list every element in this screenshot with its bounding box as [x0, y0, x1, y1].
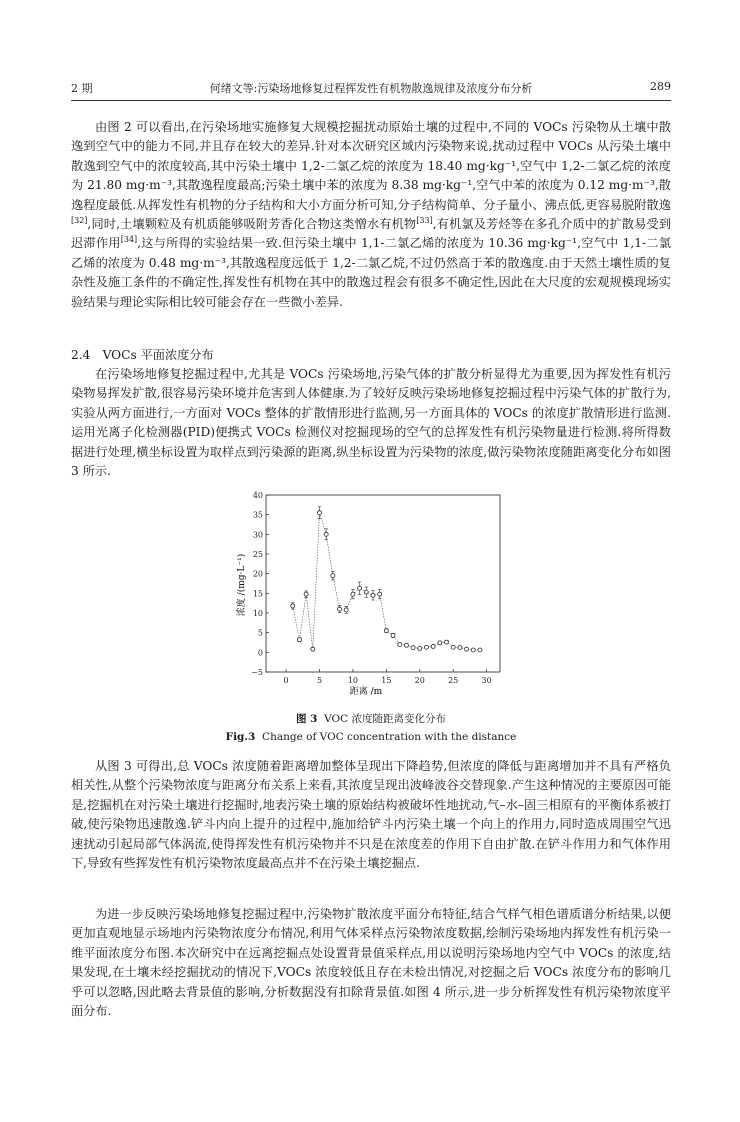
data-point — [431, 644, 435, 648]
data-point — [438, 641, 442, 645]
paragraph-2: 在污染场地修复挖掘过程中,尤其是 VOCs 污染场地,污染气体的扩散分析显得尤为重要,因为挥发性有机污染物易挥发扩散,很容易污染环境并危害到人体健康.为了较好反映污染场地修复挖掘过程中污染气体的扩散行为,实验从两方面进行,一方面对 VOCs 整体的扩散情形进行监测,另一方面具体的 VOCs 的浓度扩散情形进行监测.运用光离子化检测器(PID)便携式 VOCs 检测仪对挖掘现场的空气的总挥发性有机污染物量进行检测.将所得数据进行处理,横坐标设置为取样点到污染源的距离,纵坐标设置为污染物的浓度,做污染物浓度随距离变化分布如图 3 所示. — [71, 367, 671, 479]
data-point — [351, 592, 355, 596]
data-point — [378, 592, 382, 596]
figure-title-en: Change of VOC concentration with the distance — [262, 731, 517, 743]
x-tick-label: 0 — [283, 676, 289, 685]
data-point — [478, 648, 482, 652]
paragraph-1: 由图 2 可以看出,在污染场地实施修复大规模挖掘扰动原始土壤的过程中,不同的 VOCs 污染物从土壤中散逸到空气中的能力不同,并且存在较大的差异.针对本次研究区域内污染物来说,扰动过程中 VOCs 从污染土壤中散逸到空气中的浓度较高,其中污染土壤中 1,2-二氯乙烷的浓度为 18.40 mg·kg⁻¹,空气中 1,2-二氯乙烷的浓度为 21.80 mg·m⁻³,其散逸程度最高;污染土壤中苯的浓度为 8.38 mg·kg⁻¹,空气中苯的浓度为 0.12 mg·m⁻³,散逸程度最低.从挥发性有机物的分子结构和大小方面分析可知,分子结构简单、分子量小、沸点低,更容易脱附散逸[32],同时,土壤颗粒及有机质能够吸附芳香化合物这类憎水有机物[33],有机氯及芳烃等在多孔介质中的扩散易受到迟滞作用[34],这与所得的实验结果一致.但污染土壤中 1,1-二氯乙烯的浓度为 10.36 mg·kg⁻¹,空气中 1,1-二氯乙烯的浓度为 0.48 mg·m⁻³,其散逸程度远低于 1,2-二氯乙烷,不过仍然高于苯的散逸度.由于天然土壤性质的复杂性及施工条件的不确定性,挥发性有机物在其中的散逸过程会有很多不确定性,因此在大尺度的宏观规模现场实验结果与理论实际相比较可能会存在一些微小差异. — [71, 120, 672, 309]
data-point — [297, 638, 301, 642]
y-tick-label: 35 — [252, 510, 263, 520]
issue-number: 2 期 — [71, 82, 93, 95]
y-tick-label: 30 — [252, 530, 263, 540]
x-tick-label: 25 — [448, 676, 459, 685]
running-title: 何绪文等:污染场地修复过程挥发性有机物散逸规律及浓度分布分析 — [209, 82, 533, 95]
header-rule — [71, 100, 671, 101]
figure-label-en: Fig.3 — [225, 731, 256, 743]
x-tick-label: 20 — [414, 676, 425, 685]
y-tick-label: 5 — [257, 628, 263, 638]
data-point — [424, 645, 428, 649]
figure-3-chart — [230, 486, 510, 700]
data-point — [304, 592, 308, 596]
x-tick-label: 15 — [381, 676, 392, 685]
y-tick-label: −5 — [251, 668, 263, 677]
citation-34: [34] — [120, 235, 138, 245]
y-tick-label: 20 — [252, 569, 263, 579]
data-point — [364, 590, 368, 594]
y-tick-label: 40 — [252, 491, 263, 500]
figure-label-cn: 图 3 — [295, 713, 318, 725]
running-header — [71, 80, 671, 98]
data-point — [418, 646, 422, 650]
page-number: 289 — [650, 80, 671, 93]
figure-caption-en — [71, 731, 671, 743]
data-point — [465, 647, 469, 651]
x-tick-label: 30 — [481, 676, 492, 685]
y-tick-label: 0 — [257, 648, 263, 658]
section-heading: 2.4 VOCs 平面浓度分布 — [71, 348, 214, 362]
data-point — [371, 593, 375, 597]
figure-caption-cn — [71, 711, 671, 726]
data-point — [451, 645, 455, 649]
citation-33: [33] — [416, 215, 433, 225]
data-point — [398, 642, 402, 646]
paragraph-3: 从图 3 可得出,总 VOCs 浓度随着距离增加整体呈现出下降趋势,但浓度的降低与距离增加并不具有严格负相关性,从整个污染物浓度与距离分布关系上来看,其浓度呈现出波峰波谷交替现象.产生这种情况的主要原因可能是,挖掘机在对污染土壤进行挖掘时,地表污染土壤的原始结构被破坏性地扰动,气–水–固三相原有的平衡体系被打破,使污染物迅速散逸.铲斗内向上提升的过程中,施加给铲斗内污染土壤一个向上的作用力,同时造成周围空气迅速扰动引起局部气体涡流,使得挥发性有机污染物并不只是在浓度差的作用下自由扩散.在铲斗作用力和气体作用下,导致有些挥发性有机污染物浓度最高点并不在污染土壤挖掘点. — [71, 759, 671, 871]
data-point — [338, 607, 342, 611]
paragraph-4: 为进一步反映污染场地修复挖掘过程中,污染物扩散浓度平面分布特征,结合气样气相色谱质谱分析结果,以便更加直观地显示场地内污染物浓度分布情况,利用气体采样点污染物浓度数据,绘制污染场地内挥发性有机污染一维平面浓度分布图.本次研究中在远离挖掘点处设置背景值采样点,用以说明污染场地内空气中 VOCs 的浓度,结果发现,在土壤未经挖掘扰动的情况下,VOCs 浓度较低且存在未检出情况,对挖掘之后 VOCs 浓度分布的影响几乎可以忽略,因此略去背景值的影响,分析数据没有扣除背景值.如图 4 所示,进一步分析挥发性有机污染物浓度平面分布. — [71, 907, 671, 1019]
data-point — [384, 629, 388, 633]
x-tick-label: 10 — [347, 676, 359, 685]
plot-frame — [266, 495, 500, 672]
citation-32: [32] — [71, 215, 88, 225]
data-point — [358, 586, 362, 590]
data-point — [317, 511, 321, 515]
data-point — [404, 643, 408, 647]
data-point — [458, 646, 462, 650]
y-tick-label: 15 — [252, 589, 263, 599]
data-point — [411, 646, 415, 650]
y-tick-label: 25 — [252, 550, 263, 559]
data-point — [471, 648, 475, 652]
data-point — [324, 532, 328, 536]
plot-area — [251, 491, 500, 685]
y-tick-label: 10 — [252, 609, 263, 618]
data-point — [311, 647, 315, 651]
y-axis-label: 浓度 /(mg·L⁻¹) — [237, 553, 247, 617]
data-point — [291, 604, 295, 608]
data-point — [445, 640, 449, 644]
figure-title-cn: VOC 浓度随距离变化分布 — [324, 713, 447, 725]
data-point — [391, 633, 395, 637]
data-point — [344, 608, 348, 612]
data-point — [331, 574, 335, 578]
x-tick-label: 5 — [316, 676, 323, 685]
x-axis-label: 距离 /m — [349, 687, 383, 697]
